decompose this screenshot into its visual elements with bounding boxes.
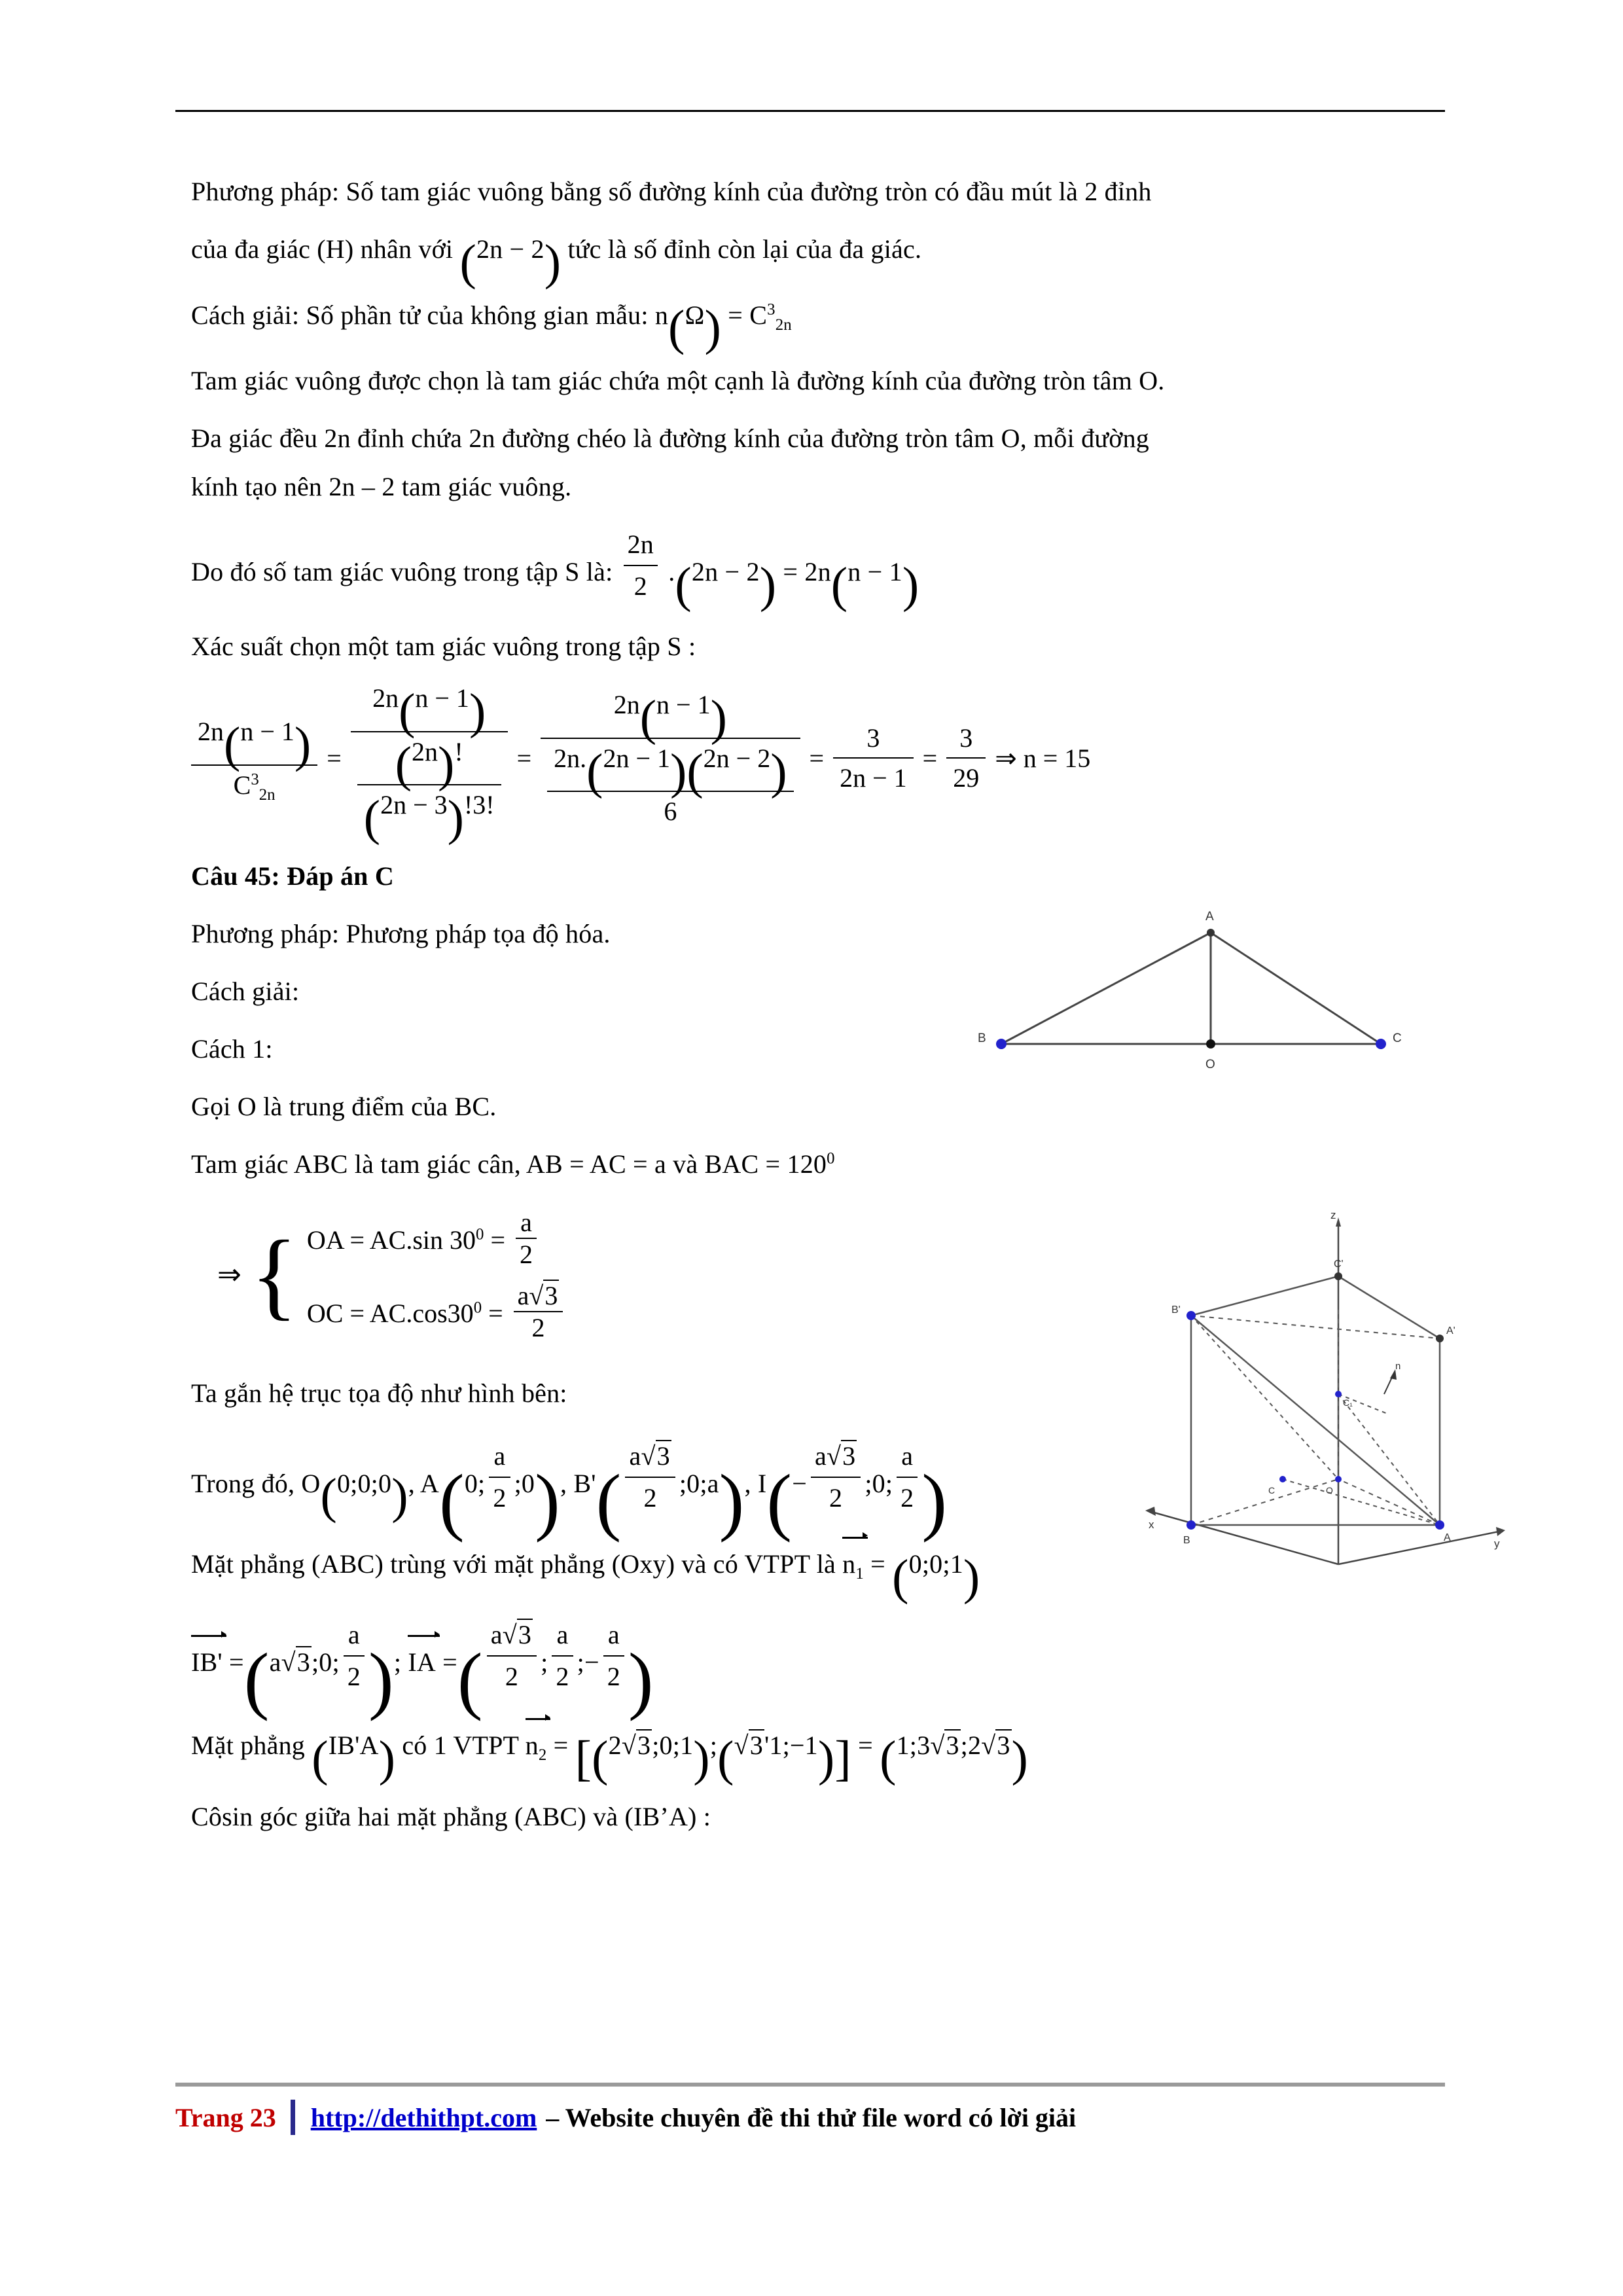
solution-intro-text: Cách giải: Số phần tử của không gian mẫu:	[191, 300, 649, 330]
coordinates-pre: Trong đó,	[191, 1468, 295, 1498]
answer-heading	[191, 856, 1435, 897]
calc4-num: 3	[833, 723, 914, 759]
vector-n1: $n_1$	[842, 1544, 864, 1585]
calc2-inner-fraction	[357, 736, 501, 846]
paragraph-probability-intro	[191, 626, 1435, 667]
axes-text: Ta gắn hệ trục tọa độ như hình bên:	[191, 1378, 567, 1408]
right-triangle-text: Tam giác vuông được chọn là tam giác chứa một cạnh là đường kính của đường tròn tâm O.	[191, 366, 1165, 395]
triangle-label-B: B	[978, 1031, 986, 1045]
vector-IA-expr: IA =( $\frac{a√3}{2}$ ; $\frac{a}{2}$ ;− $\frac{a}{2}$ )	[408, 1647, 653, 1677]
paragraph-method-line1: Phương pháp: Số tam giác vuông bằng số đường kính của đường tròn có đầu mút là 2 đỉnh	[191, 177, 1152, 206]
prism-label-C1: C₁	[1343, 1397, 1353, 1408]
system-lines	[307, 1196, 567, 1354]
fraction-numerator: 2n	[624, 524, 658, 566]
calc-eq-2: =	[516, 743, 532, 773]
prism-label-B: B	[1183, 1535, 1190, 1546]
calc-fraction-5	[946, 723, 986, 793]
triangle-label-A: A	[1205, 910, 1214, 924]
system-OA-fraction	[516, 1207, 537, 1270]
system-OC-num: a√3	[514, 1280, 563, 1312]
calc3-den	[541, 739, 800, 827]
answer-heading-text: Câu 45: Đáp án C	[191, 861, 394, 891]
vector-IA: IA	[408, 1642, 436, 1683]
math-n: n	[654, 300, 669, 330]
math-C-sup: 3	[767, 300, 776, 319]
prism-label-Aprime: A'	[1446, 1325, 1455, 1336]
calc-fraction-3	[541, 689, 800, 827]
inline-math-sample-space: $n(\Omega) = C^3_{2n}$	[654, 300, 792, 356]
paragraph-isosceles	[191, 1144, 1435, 1185]
fraction-2n-over-2	[624, 524, 658, 607]
calc4-den: 2n − 1	[840, 763, 907, 793]
header-rule	[175, 110, 1445, 112]
calc2-inner-den: (2n − 3)!3!	[363, 790, 495, 846]
plane-abc-text: Mặt phẳng (ABC) trùng với mặt phẳng (Oxy) và có VTPT là	[191, 1549, 836, 1579]
isosceles-text: Tam giác ABC là tam giác cân, AB = AC = a và BAC = 120	[191, 1149, 827, 1179]
coord-A: A(0; $\frac{a}{2}$ ;0),	[420, 1469, 567, 1498]
calc3-inner-fraction	[547, 743, 793, 827]
system-OA-eq: =	[490, 1225, 506, 1255]
triangle-label-C: C	[1393, 1031, 1402, 1045]
calc1-num: 2n(n − 1)	[191, 716, 317, 766]
paragraph-plane-iba	[191, 1725, 1435, 1787]
normal-vector-n1: $n_1$ = (0;0;1)	[842, 1549, 980, 1579]
calc2-den	[351, 732, 508, 846]
math-equals: =	[728, 300, 743, 330]
calc5-num: 3	[946, 723, 986, 759]
solution-2-text: Cách giải:	[191, 976, 300, 1006]
prism-label-Bprime: B'	[1171, 1304, 1181, 1316]
footer-tagline: – Website chuyên đề thi thử file word có lời giải	[546, 2102, 1077, 2132]
sqrt-3-a: √3	[529, 1280, 558, 1310]
system-OA-den: 2	[520, 1239, 533, 1269]
math-dot: .	[668, 557, 675, 586]
math-omega: Ω	[685, 300, 705, 330]
calc2-inner-num: (2n)!	[357, 736, 501, 786]
polygon-text-2: kính tạo nên 2n – 2 tam giác vuông.	[191, 472, 572, 501]
footer-website-link[interactable]: http://dethithpt.com	[310, 2102, 537, 2132]
system-OC-degree: 0	[473, 1299, 482, 1317]
paragraph-solution-intro	[191, 295, 1435, 356]
system-line-OC	[307, 1280, 567, 1343]
count-text: Do đó số tam giác vuông trong tập S là:	[191, 557, 613, 586]
system-OC-eq: =	[488, 1298, 503, 1328]
axis-label-y: y	[1494, 1537, 1500, 1550]
fraction-denominator: 2	[633, 571, 647, 601]
calc3-inner-den: 6	[664, 797, 677, 827]
axis-label-z: z	[1330, 1209, 1336, 1221]
paragraph-polygon-2	[191, 467, 1435, 507]
calc-eq-4: =	[922, 743, 938, 773]
vector-n2: $n_2$	[526, 1725, 547, 1766]
plane-iba-mid: có 1 VTPT	[402, 1731, 519, 1761]
page-footer	[175, 2100, 1445, 2135]
inline-math-2n-minus-2: (2n − 2)	[459, 234, 562, 290]
calc-fraction-2	[351, 683, 508, 846]
coord-Bprime: B'( $\frac{a√3}{2}$ ;0;a),	[573, 1469, 751, 1498]
paragraph-method	[191, 171, 1435, 212]
isosceles-degree: 0	[827, 1149, 835, 1168]
prism-label-C: C	[1268, 1485, 1275, 1496]
calc5-den: 29	[953, 763, 980, 793]
probability-intro-text: Xác suất chọn một tam giác vuông trong tập S :	[191, 632, 696, 661]
paragraph-method-line2	[191, 229, 1435, 290]
method-line2-pre: của đa giác (H) nhân với	[191, 234, 454, 264]
system-OC-fraction	[514, 1280, 563, 1343]
probability-calculation	[191, 683, 1435, 846]
calc3-inner-num: 2n.(2n − 1)(2n − 2)	[547, 743, 793, 793]
math-n-minus-1: n − 1	[847, 557, 902, 586]
calc3-num: 2n(n − 1)	[541, 689, 800, 739]
calc-result: ⇒ n = 15	[995, 743, 1091, 773]
triangle-label-O: O	[1205, 1058, 1215, 1071]
math-equals-2n: = 2n	[783, 557, 831, 586]
footer-divider	[291, 2100, 295, 2135]
prism-label-n: n	[1395, 1361, 1401, 1372]
axis-label-x: x	[1149, 1518, 1154, 1531]
n1-sub: 1	[855, 1564, 864, 1583]
vector-IB: IB'	[191, 1642, 223, 1683]
prism-label-Cprime: C'	[1334, 1259, 1344, 1270]
normal-vector-n2: $n_2$ = [(2√3;0;1);(√3'1;−1)] = (1;3√3;2√3)	[526, 1731, 1028, 1760]
system-OA-degree: 0	[476, 1225, 484, 1244]
paragraph-count: Do đó số tam giác vuông trong tập S là: $\frac{2n}{2}$ .(2n − 2) = 2n(n − 1)	[191, 524, 1435, 607]
math-C: C	[749, 300, 768, 330]
system-line-OA	[307, 1207, 567, 1270]
math-C-sub: 2n	[775, 315, 792, 334]
prism-label-A: A	[1444, 1532, 1451, 1543]
footer-rule	[175, 2083, 1445, 2087]
calc-eq-3: =	[809, 743, 825, 773]
plane-iba-label: (IB'A)	[312, 1731, 396, 1787]
polygon-text-1: Đa giác đều 2n đỉnh chứa 2n đường chéo là đường kính của đường tròn tâm O, mỗi đường	[191, 423, 1149, 453]
system-OA-num: a	[516, 1207, 537, 1239]
system-brace: {	[250, 1220, 298, 1329]
calc-fraction-1	[191, 716, 317, 804]
paragraph-cosine	[191, 1797, 1435, 1837]
paragraph-polygon-1	[191, 418, 1435, 459]
math-2n-2: 2n − 2	[476, 234, 544, 264]
prism-label-O: O	[1326, 1485, 1333, 1496]
cosine-text: Côsin góc giữa hai mặt phẳng (ABC) và (IB’A) :	[191, 1801, 711, 1831]
method-line2-post: tức là số đỉnh còn lại của đa giác.	[567, 234, 922, 264]
calc-fraction-4	[833, 723, 914, 793]
coord-I: I(− $\frac{a√3}{2}$ ;0; $\frac{a}{2}$ )	[758, 1469, 947, 1498]
implies-arrow: ⇒	[217, 1259, 241, 1291]
prism-coordinate-figure	[1113, 1198, 1518, 1590]
triangle-abc-figure	[962, 897, 1420, 1093]
calc1-den: $C^3_{2n}$	[233, 770, 276, 804]
calc-eq-1: =	[327, 743, 342, 773]
paragraph-vectors	[191, 1615, 1435, 1723]
calc2-num: 2n(n − 1)	[351, 683, 508, 732]
system-OC-den: 2	[531, 1312, 545, 1342]
n2-sub: 2	[538, 1746, 547, 1765]
system-OC-text: OC = AC.cos30	[306, 1298, 474, 1328]
system-OA-text: OA = AC.sin 30	[306, 1225, 476, 1255]
method-2-text: Phương pháp: Phương pháp tọa độ hóa.	[191, 918, 611, 948]
vector-IB-expr: IB' =(a√3;0; $\frac{a}{2}$ );	[191, 1647, 408, 1677]
midpoint-text: Gọi O là trung điểm của BC.	[191, 1091, 497, 1121]
way-1-text: Cách 1:	[191, 1033, 273, 1064]
paragraph-right-triangle	[191, 361, 1435, 401]
coord-O: O(0;0;0),	[301, 1468, 415, 1524]
page-number: Trang 23	[175, 2102, 276, 2132]
math-2n-minus-2b: 2n − 2	[691, 557, 760, 586]
plane-iba-pre: Mặt phẳng	[191, 1731, 305, 1761]
